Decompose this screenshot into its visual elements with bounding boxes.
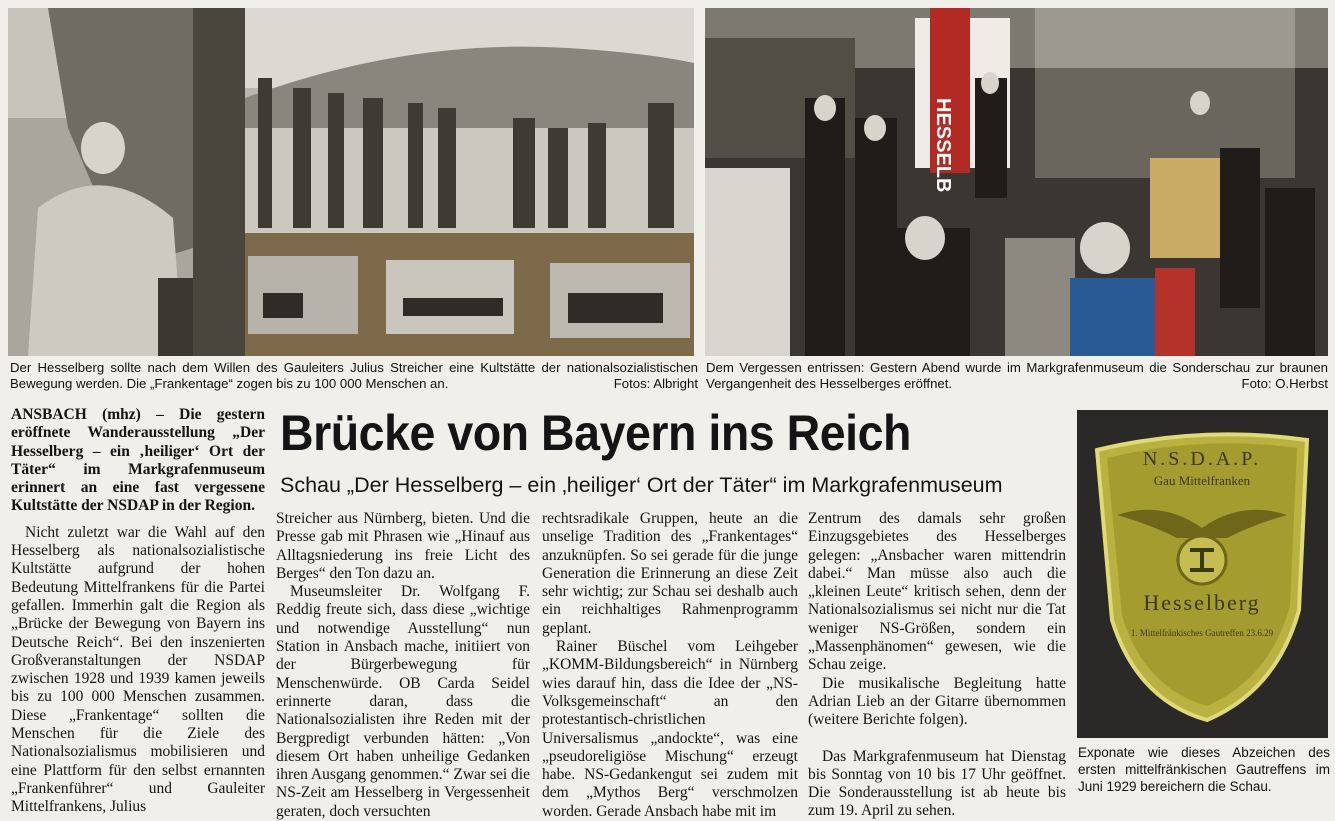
article-column-1 [11, 406, 265, 817]
photo-nsdap-badge [1077, 410, 1328, 738]
article-col2-paragraph-2: Museumsleiter Dr. Wolfgang F. Reddig freute sich, dass diese „wichtige und notwendige Ausstellung“ nun Station in Ansbach mache, initiiert von der Bürgerbewegung für Menschenwürde. OB Carda Seidel erinnerte daran, dass die Nationalsozialisten ihre Reden mit der Bergpredigt verbunden hätten: „Von diesem Ort haben unheilige Gedanken ihren Ausgang genommen.“ Zwar sei die NS-Zeit am Hesselberg in Vergessenheit geraten, doch versuchten [276, 583, 530, 820]
article-lead: ANSBACH (mhz) – Die gestern eröffnete Wanderausstellung „Der Hesselberg – ein ‚heiliger‘ Ort der Täter“ im Markgrafenmuseum erinnert an eine fast vergessene Kultstätte der NSDAP in der Region. [11, 406, 265, 515]
photo-left-caption-text: Der Hesselberg sollte nach dem Willen des Gauleiters Julius Streicher eine Kultstätte der nationalsozialistischen Bewegung werden. Die „Frankentage“ zogen bis zu 100 000 Menschen an. [10, 360, 698, 391]
banner-text: HESSELB [932, 98, 954, 193]
badge-bottom-text: 1. Mittelfränkisches Gautreffen 23.6.29 [1130, 628, 1274, 638]
article-col1-paragraph: Nicht zuletzt war die Wahl auf den Hesselberg als nationalsozialistische Kultstätte aufgrund der hohen Bedeutung Mittelfrankens für die Partei gefallen. Immerhin galt die Region als „Brücke der Bewegung von Bayern ins Deutsche Reich“. Bei den inszenierten Großveranstaltungen der NSDAP zwischen 1928 und 1939 kamen jeweils bis zu 100 000 Menschen zusammen. Diese „Frankentage“ sollten die Menschen für die Ziele des Nationalsozialismus mobilisieren und eine Plattform für den selbst ernannten „Frankenführer“ und Gauleiter Mittelfrankens, Julius [11, 523, 265, 816]
article-column-4 [808, 510, 1066, 821]
article-col3-paragraph-1: rechtsradikale Gruppen, heute an die unselige Tradition des „Frankentages“ anzuknüpfen. So sei gerade für die junge Generation die Erinnerung an diese Zeit sehr wichtig; zur Schau sei deshalb auch ein reichhaltiges Rahmenprogramm geplant. [542, 510, 798, 637]
photo-left-illustration [8, 8, 694, 356]
article-column-3 [542, 510, 798, 821]
photo-right-caption [706, 360, 1328, 392]
article-subheadline: Schau „Der Hesselberg – ein ‚heiliger‘ Ort der Täter“ im Markgrafenmuseum [280, 473, 1003, 497]
badge-illustration [1077, 410, 1328, 738]
badge-region-text: Gau Mittelfranken [1153, 473, 1251, 488]
photo-right-credit: Foto: O.Herbst [1241, 376, 1328, 391]
article-column-2 [276, 510, 530, 821]
article-col4-paragraph-2: Die musikalische Begleitung hatte Adrian Lieb an der Gitarre übernommen (weitere Berichte folgen). [808, 674, 1066, 729]
article-col3-paragraph-2: Rainer Büschel vom Leihgeber „KOMM-Bildungsbereich“ in Nürnberg wies darauf hin, dass die Idee der „NS-Volksgemeinschaft“ an den protestantisch-christlichen Universalismus „andockte“, was eine „pseudoreligiöse Mischung“ erzeugt habe. NS-Gedankengut sei zudem mit dem „Mythos Berg“ verschmolzen worden. Gerade Ansbach habe mit im [542, 638, 798, 820]
badge-name-text: Hesselberg [1143, 590, 1261, 615]
photo-right-illustration [705, 8, 1328, 356]
article-headline: Brücke von Bayern ins Reich [280, 405, 911, 461]
photo-left-caption [10, 360, 698, 392]
photo-badge-caption: Exponate wie dieses Abzeichen des ersten mittelfränkischen Gautreffens im Juni 1929 bereichern die Schau. [1078, 745, 1330, 794]
photo-right-caption-text: Dem Vergessen entrissen: Gestern Abend wurde im Markgrafenmuseum die Sonderschau zur braunen Vergangenheit des Hesselberges eröffnet. [706, 360, 1328, 391]
photo-exhibition-opening [705, 8, 1328, 356]
badge-top-text: N.S.D.A.P. [1142, 448, 1262, 470]
article-col4-paragraph-3: Das Markgrafenmuseum hat Dienstag bis Sonntag von 10 bis 17 Uhr geöffnet. Die Sonderausstellung ist ab heute bis zum 19. April zu sehen. [808, 747, 1066, 820]
article-col2-paragraph-1: Streicher aus Nürnberg, bieten. Und die Presse gab mit Phrasen wie „Hinauf aus Alltagsniederung ins freie Licht des Berges“ den Ton dazu an. [276, 510, 530, 582]
article-col4-paragraph-1: Zentrum des damals sehr großen Einzugsgebietes des Hesselberges gelegen: „Ansbacher waren mittendrin dabei.“ Man müsse also auch die „kleinen Leute“ kritisch sehen, denn der Nationalsozialismus sei nicht nur die Tat weniger NS-Größen, sondern ein „Massenphänomen“ gewesen, wie die Schau zeige. [808, 510, 1066, 674]
photo-hesselberg-exhibition-wall [8, 8, 694, 356]
photo-left-credit: Fotos: Albright [613, 376, 698, 391]
